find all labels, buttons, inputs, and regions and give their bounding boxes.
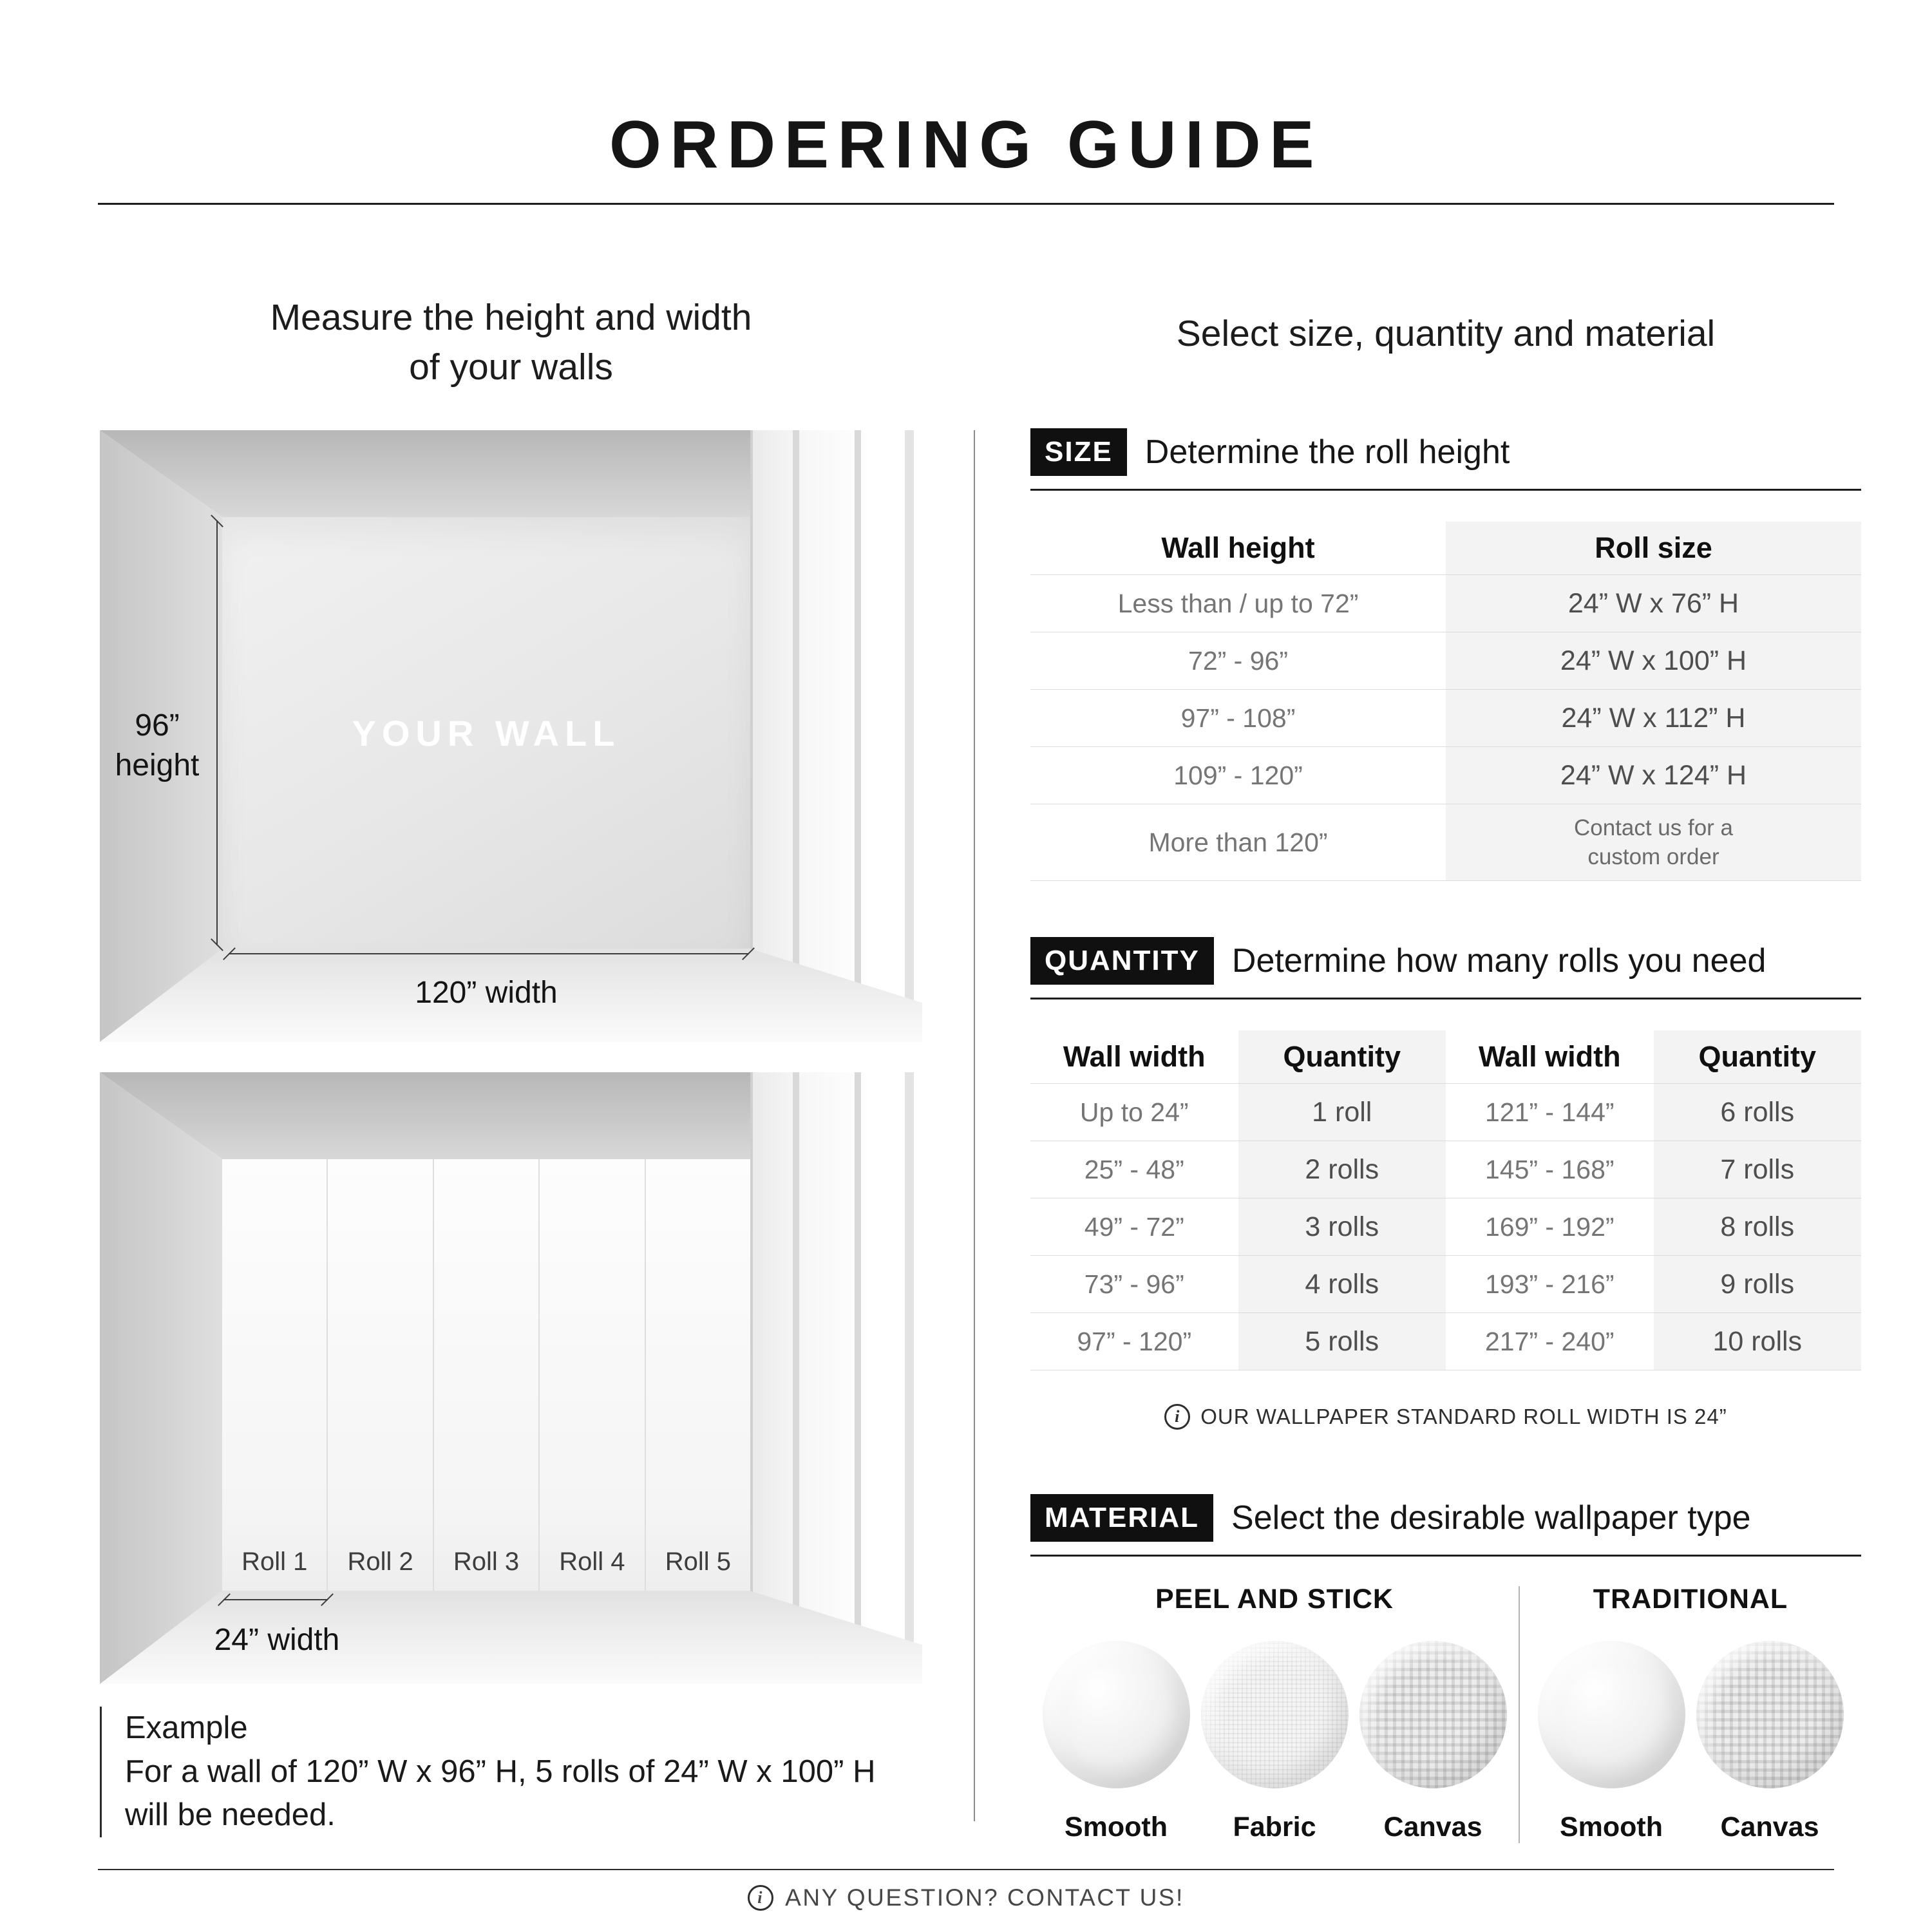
swatch-row bbox=[1520, 1641, 1861, 1843]
material-group-traditional bbox=[1520, 1584, 1861, 1843]
roll-panel bbox=[646, 1159, 750, 1591]
size-table-row bbox=[1030, 746, 1861, 804]
info-icon: i bbox=[1164, 1404, 1190, 1430]
wall-width-cell: 145” - 168” bbox=[1484, 1154, 1615, 1184]
roll-panel bbox=[434, 1159, 540, 1591]
window bbox=[750, 1072, 922, 1684]
quantity-table-row bbox=[1030, 1141, 1861, 1198]
wall-width-header: Wall width bbox=[1063, 1040, 1206, 1073]
footer-text: ANY QUESTION? CONTACT US! bbox=[785, 1884, 1184, 1911]
right-column-heading: Select size, quantity and material bbox=[1176, 313, 1716, 354]
quantity-badge: QUANTITY bbox=[1030, 937, 1214, 985]
swatch-label: Smooth bbox=[1064, 1812, 1168, 1842]
roll-panel-label: Roll 5 bbox=[665, 1548, 731, 1576]
swatch-smooth bbox=[1538, 1641, 1685, 1843]
material-group-peel-and-stick bbox=[1030, 1584, 1519, 1843]
roll-size-cell bbox=[1446, 804, 1861, 880]
window-mullion-icon bbox=[793, 1072, 799, 1684]
quantity-cell: 6 rolls bbox=[1654, 1084, 1862, 1141]
quantity-section bbox=[1030, 937, 1861, 1430]
example-note bbox=[100, 1707, 1001, 1837]
column-divider bbox=[974, 430, 975, 1821]
window-mullion-icon bbox=[905, 430, 914, 1042]
roll-width-label: 24” width bbox=[214, 1623, 340, 1657]
roll-panel-label: Roll 3 bbox=[453, 1548, 520, 1576]
quantity-cell: 3 rolls bbox=[1238, 1198, 1446, 1255]
window-mullion-icon bbox=[793, 430, 799, 1042]
example-title: Example bbox=[125, 1710, 248, 1745]
texture-canvas-icon bbox=[1696, 1641, 1844, 1788]
room-roll-layout-diagram bbox=[100, 1072, 922, 1684]
quantity-subtitle: Determine how many rolls you need bbox=[1231, 942, 1766, 980]
roll-size-header: Roll size bbox=[1446, 522, 1861, 574]
roll-panel-label: Roll 1 bbox=[242, 1548, 308, 1576]
wall-height-cell: More than 120” bbox=[1148, 827, 1328, 857]
quantity-table-row bbox=[1030, 1255, 1861, 1312]
window-mullion-icon bbox=[855, 1072, 861, 1684]
wall-width-cell: Up to 24” bbox=[1079, 1097, 1189, 1127]
wall-width-header: Wall width bbox=[1478, 1040, 1621, 1073]
example-line2: will be needed. bbox=[125, 1797, 336, 1833]
wall-width-cell: 169” - 192” bbox=[1484, 1211, 1615, 1242]
quantity-table-header-row bbox=[1030, 1030, 1861, 1083]
swatch-smooth bbox=[1043, 1641, 1190, 1843]
wall-height-cell: 97” - 108” bbox=[1180, 703, 1296, 733]
size-table-row bbox=[1030, 689, 1861, 746]
wall-width-cell: 217” - 240” bbox=[1484, 1326, 1615, 1356]
wall-width-cell: 73” - 96” bbox=[1084, 1269, 1184, 1299]
texture-canvas-icon bbox=[1359, 1641, 1507, 1788]
roll-size-cell: 24” W x 76” H bbox=[1446, 575, 1861, 632]
roll-panel bbox=[222, 1159, 328, 1591]
swatch-canvas bbox=[1359, 1641, 1507, 1843]
width-dimension-line bbox=[229, 953, 749, 954]
left-wall bbox=[100, 1072, 222, 1684]
roll-width-dimension-line bbox=[223, 1599, 328, 1600]
size-table bbox=[1030, 522, 1861, 881]
material-group-title: TRADITIONAL bbox=[1593, 1584, 1788, 1615]
quantity-table-row bbox=[1030, 1083, 1861, 1141]
material-body bbox=[1030, 1584, 1861, 1843]
info-icon: i bbox=[748, 1885, 773, 1911]
quantity-cell: 5 rolls bbox=[1238, 1313, 1446, 1370]
swatch-label: Smooth bbox=[1559, 1812, 1663, 1842]
texture-smooth-icon bbox=[1043, 1641, 1190, 1788]
wall-width-cell: 121” - 144” bbox=[1484, 1097, 1615, 1127]
window-mullion-icon bbox=[855, 430, 861, 1042]
wall-height-cell: 72” - 96” bbox=[1188, 645, 1288, 676]
wall-height-header: Wall height bbox=[1161, 531, 1315, 564]
swatch-canvas bbox=[1696, 1641, 1844, 1843]
title-underline bbox=[98, 203, 1834, 205]
roll-size-cell: 24” W x 100” H bbox=[1446, 632, 1861, 689]
roll-panel bbox=[540, 1159, 645, 1591]
material-section bbox=[1030, 1494, 1861, 1843]
height-label: 96” height bbox=[115, 708, 200, 783]
wall-height-cell: Less than / up to 72” bbox=[1117, 588, 1359, 618]
size-table-row bbox=[1030, 574, 1861, 632]
room-empty-wall-diagram bbox=[100, 430, 922, 1042]
size-subtitle: Determine the roll height bbox=[1144, 433, 1510, 471]
quantity-table-row bbox=[1030, 1198, 1861, 1255]
wall-width-cell: 25” - 48” bbox=[1084, 1154, 1184, 1184]
quantity-cell: 7 rolls bbox=[1654, 1141, 1862, 1198]
quantity-header: Quantity bbox=[1654, 1030, 1862, 1083]
swatch-fabric bbox=[1201, 1641, 1349, 1843]
window-mullion-icon bbox=[905, 1072, 914, 1684]
width-label: 120” width bbox=[415, 976, 558, 1010]
material-badge: MATERIAL bbox=[1030, 1494, 1213, 1542]
quantity-table bbox=[1030, 1030, 1861, 1370]
swatch-label: Canvas bbox=[1383, 1812, 1482, 1842]
swatch-row bbox=[1030, 1641, 1519, 1843]
material-section-header bbox=[1030, 1494, 1861, 1557]
size-table-row bbox=[1030, 632, 1861, 689]
footer-contact-note bbox=[0, 1884, 1932, 1911]
wall-width-cell: 49” - 72” bbox=[1084, 1211, 1184, 1242]
roll-size-cell: 24” W x 112” H bbox=[1446, 690, 1861, 746]
height-dimension-line bbox=[216, 520, 218, 945]
roll-width-note-text: OUR WALLPAPER STANDARD ROLL WIDTH IS 24” bbox=[1200, 1405, 1727, 1428]
custom-order-text: Contact us for a custom order bbox=[1573, 815, 1734, 869]
texture-fabric-icon bbox=[1201, 1641, 1349, 1788]
size-section-header bbox=[1030, 428, 1861, 491]
left-column-heading bbox=[100, 293, 922, 392]
left-heading-line1: Measure the height and width bbox=[270, 297, 752, 338]
page-title: ORDERING GUIDE bbox=[609, 107, 1323, 182]
quantity-table-row bbox=[1030, 1312, 1861, 1370]
quantity-header: Quantity bbox=[1238, 1030, 1446, 1083]
wall-width-cell: 97” - 120” bbox=[1077, 1326, 1192, 1356]
size-section bbox=[1030, 428, 1861, 881]
swatch-label: Fabric bbox=[1233, 1812, 1316, 1842]
roll-size-cell: 24” W x 124” H bbox=[1446, 747, 1861, 804]
wall-height-cell: 109” - 120” bbox=[1173, 760, 1303, 790]
swatch-label: Canvas bbox=[1720, 1812, 1819, 1842]
texture-smooth-icon bbox=[1538, 1641, 1685, 1788]
your-wall-label: YOUR WALL bbox=[352, 712, 621, 753]
roll-panel bbox=[328, 1159, 433, 1591]
quantity-cell: 10 rolls bbox=[1654, 1313, 1862, 1370]
roll-panel-label: Roll 2 bbox=[347, 1548, 413, 1576]
material-subtitle: Select the desirable wallpaper type bbox=[1231, 1499, 1751, 1537]
wall-width-cell: 193” - 216” bbox=[1484, 1269, 1615, 1299]
left-heading-line2: of your walls bbox=[409, 346, 613, 388]
size-table-header-row bbox=[1030, 522, 1861, 574]
quantity-cell: 9 rolls bbox=[1654, 1256, 1862, 1312]
size-badge: SIZE bbox=[1030, 428, 1127, 476]
your-wall bbox=[222, 517, 750, 949]
example-line1: For a wall of 120” W x 96” H, 5 rolls of 24” W x 100” H bbox=[125, 1754, 876, 1789]
material-group-title: PEEL AND STICK bbox=[1155, 1584, 1394, 1615]
quantity-cell: 2 rolls bbox=[1238, 1141, 1446, 1198]
footer-rule bbox=[98, 1869, 1834, 1870]
window bbox=[750, 430, 922, 1042]
roll-panel-label: Roll 4 bbox=[559, 1548, 625, 1576]
size-table-row bbox=[1030, 804, 1861, 880]
quantity-cell: 1 roll bbox=[1238, 1084, 1446, 1141]
roll-panel-wall bbox=[222, 1159, 750, 1591]
quantity-section-header bbox=[1030, 937, 1861, 999]
quantity-cell: 8 rolls bbox=[1654, 1198, 1862, 1255]
quantity-cell: 4 rolls bbox=[1238, 1256, 1446, 1312]
roll-width-note bbox=[1030, 1404, 1861, 1430]
